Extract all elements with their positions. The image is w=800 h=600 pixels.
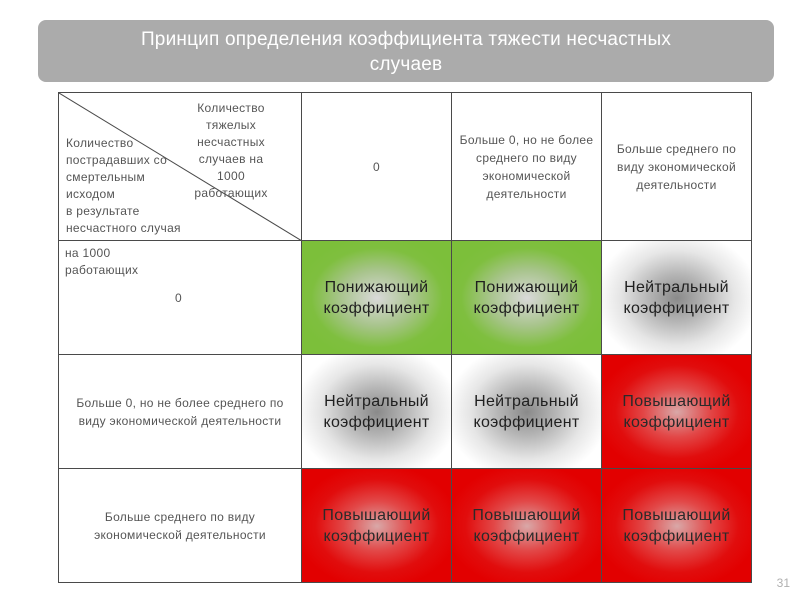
coefficient-word: коэффициент (323, 527, 430, 545)
coefficient-word: коэффициент (623, 413, 730, 431)
corner-top-label: Количество тяжелых несчастных случаев на 1000 работающих (194, 101, 268, 200)
coefficient-cell (452, 469, 602, 583)
table-row (59, 355, 752, 469)
coefficient-cell (302, 469, 452, 583)
column-header-zero: 0 (302, 93, 452, 241)
corner-left-line: несчастного случая (66, 221, 181, 235)
row-header-zero (59, 241, 302, 355)
row-header-up-to-average: Больше 0, но не более среднего по виду экономической деятельности (59, 355, 302, 469)
coefficient-type: Нейтральный (624, 278, 729, 296)
table-header-row (59, 93, 752, 241)
coefficient-type: Нейтральный (474, 392, 579, 410)
column-header-above-average: Больше среднего по виду экономической деятельности (602, 93, 752, 241)
coefficient-word: коэффициент (473, 299, 580, 317)
slide-title-line-1: Принцип определения коэффициента тяжести несчастных (140, 29, 672, 50)
coefficient-type: Повышающий (622, 392, 731, 410)
slide-title-line-2: случаев (369, 54, 443, 75)
column-header-up-to-average: Больше 0, но не более среднего по виду экономической деятельности (452, 93, 602, 241)
coefficient-type: Повышающий (472, 506, 581, 524)
coefficient-cell (452, 355, 602, 469)
coefficient-word: коэффициент (473, 527, 580, 545)
coefficient-word: коэффициент (323, 413, 430, 431)
corner-left-line: в результате (66, 204, 140, 218)
coefficient-word: коэффициент (473, 413, 580, 431)
coefficient-type: Понижающий (474, 278, 579, 296)
corner-left-line: смертельным (66, 170, 146, 184)
corner-header-cell (59, 93, 302, 241)
row-header-value: 0 (175, 291, 182, 305)
table-row (59, 241, 752, 355)
coefficient-type: Понижающий (324, 278, 429, 296)
coefficient-cell (602, 355, 752, 469)
coefficient-cell (452, 241, 602, 355)
corner-left-line: Количество (66, 136, 134, 150)
corner-left-line: исходом (66, 187, 116, 201)
coefficient-type: Повышающий (322, 506, 431, 524)
corner-left-label (66, 135, 191, 237)
corner-left-line: пострадавших со (66, 153, 168, 167)
coefficient-matrix-table (58, 92, 752, 583)
row-header-above-average: Больше среднего по виду экономической деятельности (59, 469, 302, 583)
coefficient-cell (302, 355, 452, 469)
coefficient-type: Повышающий (622, 506, 731, 524)
page-number: 31 (776, 576, 790, 590)
coefficient-cell (602, 469, 752, 583)
slide-title-banner (38, 20, 774, 82)
coefficient-cell (602, 241, 752, 355)
table-row (59, 469, 752, 583)
coefficient-word: коэффициент (623, 299, 730, 317)
coefficient-type: Нейтральный (324, 392, 429, 410)
coefficient-word: коэффициент (623, 527, 730, 545)
coefficient-cell (302, 241, 452, 355)
row-header-continuation: на 1000 работающих (65, 246, 139, 277)
coefficient-word: коэффициент (323, 299, 430, 317)
